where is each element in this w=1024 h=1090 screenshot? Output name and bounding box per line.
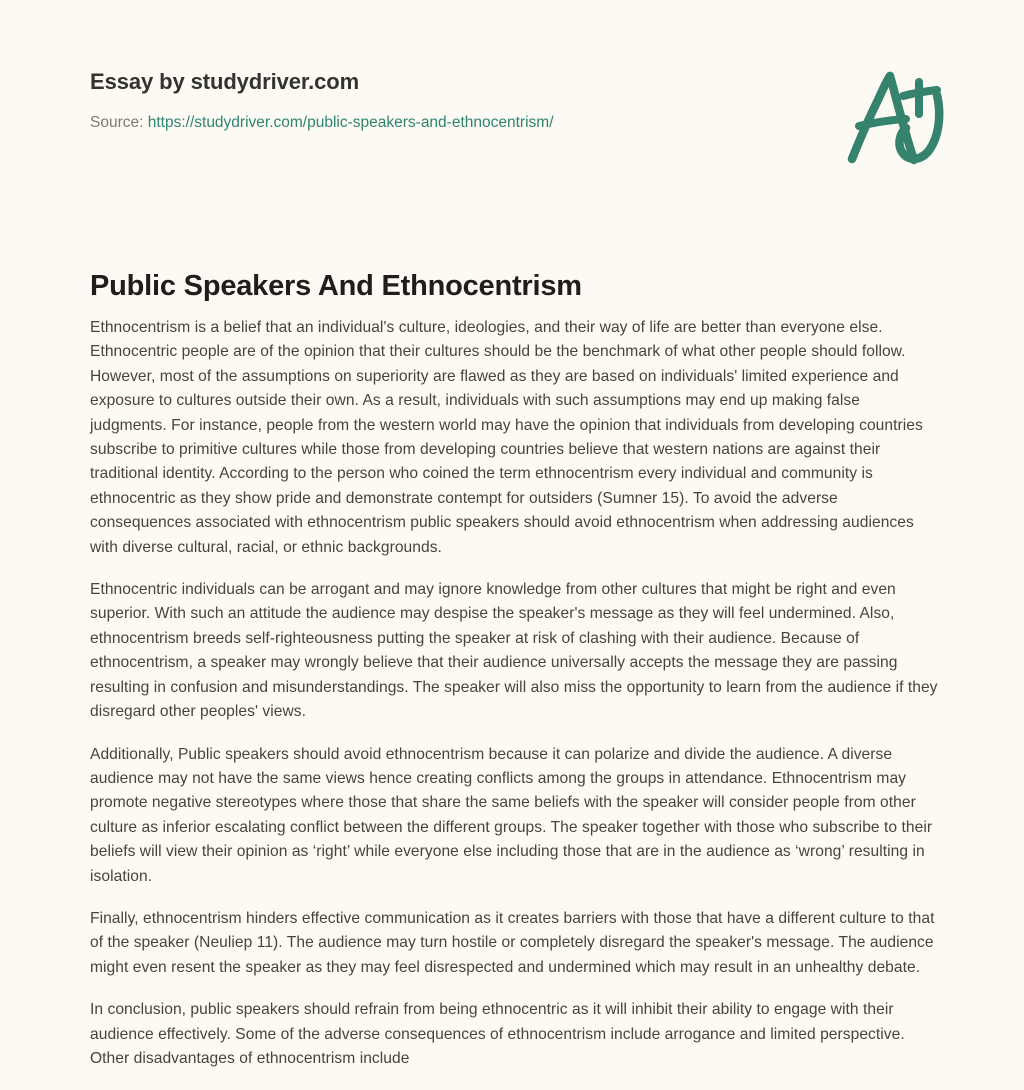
source-url-link[interactable]: https://studydriver.com/public-speakers-and-ethnocentrism/ xyxy=(147,114,554,131)
brand-title: Essay by studydriver.com xyxy=(90,69,360,94)
paragraph: Ethnocentrism is a belief that an individual's culture, ideologies, and their way of life are better than everyone else. Ethnocentric people are of the opinion that their cultures should be the benchmark of what other people should follow. However, most of the assumptions on superiority are flawed as they are based on individuals' limited experience and exposure to cultures outside their own. As a result, individuals with such assumptions may end up making false judgments. For instance, people from the western world may have the opinion that individuals from developing countries subscribe to primitive cultures while those from developing countries believe that western nations are against their traditional identity. According to the person who coined the term ethnocentrism every individual and community is ethnocentric as they show pride and demonstrate contempt for outsiders (Sumner 15). To avoid the adverse consequences associated with ethnocentrism public speakers should avoid ethnocentrism when addressing audiences with diverse cultural, racial, or ethnic backgrounds. xyxy=(90,319,923,556)
essay-body xyxy=(90,316,938,1071)
source-label: Source: xyxy=(90,114,144,131)
source-line xyxy=(90,113,950,133)
page-title: Public Speakers And Ethnocentrism xyxy=(90,270,582,303)
paragraph: In conclusion, public speakers should refrain from being ethnocentric as it will inhibit their ability to engage with their audience effectively. Some of the adverse consequences of ethnocentrism include arrogance and limited perspective. Other disadvantages of ethnocentrism include xyxy=(90,1001,905,1067)
paragraph: Ethnocentric individuals can be arrogant and may ignore knowledge from other cultures that might be right and even superior. With such an attitude the audience may despise the speaker's message as they will feel undermined. Also, ethnocentrism breeds self-righteousness putting the speaker at risk of clashing with their audience. Because of ethnocentrism, a speaker may wrongly believe that their audience universally accepts the message they are passing resulting in confusion and misunderstandings. The speaker will also miss the opportunity to learn from the audience if they disregard other peoples' views. xyxy=(90,581,938,721)
paragraph: Finally, ethnocentrism hinders effective communication as it creates barriers with those that have a different culture to that of the speaker (Neuliep 11). The audience may turn hostile or completely disregard the speaker's message. The audience might even resent the speaker as they may feel disrespected and undermined which may result in an unhealthy debate. xyxy=(90,909,935,976)
paragraph: Additionally, Public speakers should avoid ethnocentrism because it can polarize and divide the audience. A diverse audience may not have the same views hence creating conflicts among the groups in attendance. Ethnocentrism may promote negative stereotypes where those that share the same beliefs with the speaker will consider people from other culture as inferior escalating conflict between the different groups. The speaker together with those who subscribe to their beliefs will view their opinion as ‘right’ while everyone else including those that are in the audience as ‘wrong’ resulting in isolation. xyxy=(90,745,933,885)
a-plus-logo-icon xyxy=(840,62,950,174)
a-plus-logo[interactable] xyxy=(840,62,950,174)
page-header xyxy=(90,68,950,178)
